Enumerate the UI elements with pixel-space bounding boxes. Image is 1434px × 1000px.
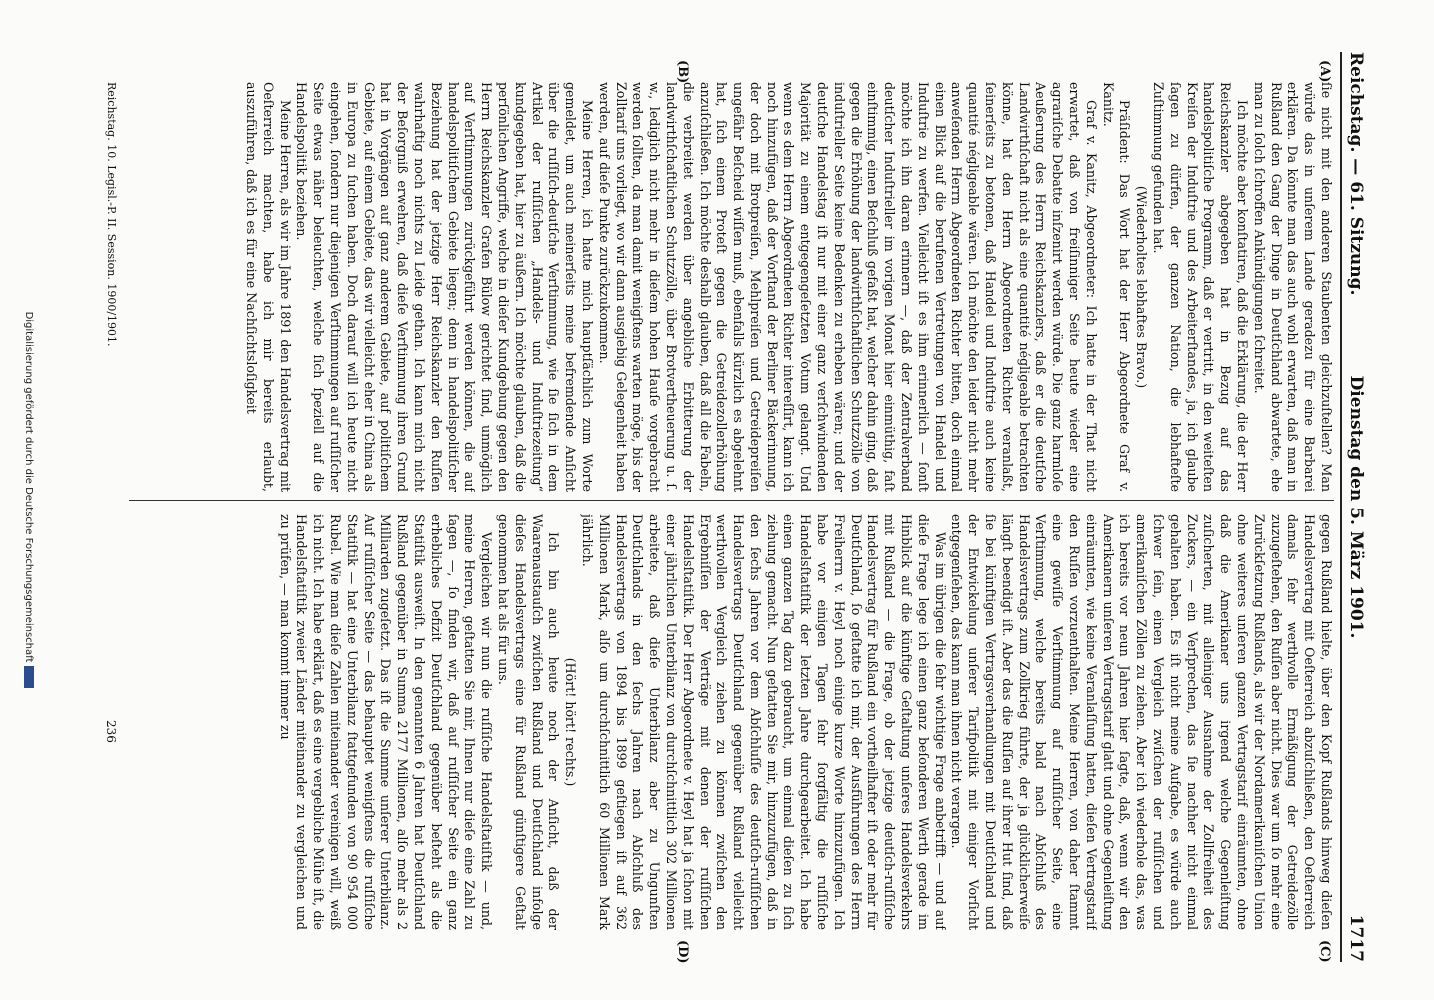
- paragraph: Vergleichen wir nun die ruſſiſche Handelsſtatiſtik — und, meine Herren, geſtatten Sie mir, Ihnen nur dieſe eine Zahl zu ſagen —, ſo finden wir, daß auf ruſſiſcher Seite ein ganz erhebliches Defizit Deutſchland gegenüber beſteht als die Statiſtik ausweiſt. In den genannten 6 Jahren hat Deutſchland Rußland gegenüber in Summa 2177 Millionen, alſo mehr als 2 Milliarden zugeſetzt. Das iſt die Summe unſerer Unterbilanz. Auf ruſſiſcher Seite — das behauptet wenigſtens die ruſſiſche Statiſtik — hat eine Unterbilanz ſtattgefunden von 90 954 000 Rubel. Wie man dieſe Zahlen miteinander vereinigen will, weiß ich nicht. Ich habe erklärt, daß es eine vergebliche Mühe iſt, die Handelsſtatiſtik zweier Länder miteinander zu vergleichen und zu prüfen, — man kommt immer zu: [277, 514, 495, 930]
- right-column: [124, 514, 1334, 930]
- margin-marker-c: (C): [1317, 940, 1332, 963]
- paragraph: gegen Rußland hielte, über den Kopf Rußlands hinweg dieſen Handelsvertrag mit Oeſterreich abzuſchließen, den Oeſterreich damals ſehr werthvolle Ermäßigung der Getreidezölle zuzugeſtehen, den Ruſſen aber nicht. Dies war um ſo mehr eine Zurückſetzung Rußlands, als wir der Nordamerikaniſchen Union ohne weiteres unſeren ganzen Vertragstarif einräumten, ohne daß die Amerikaner uns irgend welche Gegenleiſtung zuſicherten, mit alleiniger Ausnahme der Zollfreiheit des Zuckers, — ein Verſprechen, das ſie nachher nicht einmal gehalten haben. Es iſt nicht meine Aufgabe, es würde auch ſchwer ſein, einen Vergleich zwiſchen der ruſſiſchen und amerikaniſchen Zöllen zu ziehen. Aber ich wiederhole das, was ich bereits vor neun Jahren hier ſagte, daß, wenn wir den Amerikanern unſeren Vertragstarif glatt und ohne Gegenleiſtung einräumten, wie keine Veranlaſſung hatten, dieſen Vertragstarif den Ruſſen vorzuenthalten. Meine Herren, von daher ſtammt eine gewiſſe Verſtimmung auf ruſſiſcher Seite, eine Verſtimmung, welche bereits bald nach Abſchluß des Handelsvertrags zum Zollkrieg führte, der ja glücklicherweiſe längſt beendigt iſt. Aber das die Ruſſen auf ihrer Hut ſind, daß ſie bei künftigen Vertragsverhandlungen mit Deutſchland und der Entwickelung unſerer Tarifpolitik mit einiger Vorſicht entgegenſehen, das kann man ihnen nicht verargen.: [949, 514, 1334, 930]
- paragraph: ſie nicht mit den anderen Staubenten gleichzuſtellen? Man würde das in unſerem Lande geradezu für eine Barbarei erklären. Da könnte man das auch wohl erwarten, daß man in Rußland den Gang der Dinge in Deutſchland abwartete, ehe man zu ſolch ſchroffen Ankündigungen ſchreitet.: [1251, 82, 1334, 492]
- header-date: Dienstag den 5. März 1901.: [1346, 375, 1366, 639]
- header-page-number: 1717: [1346, 914, 1366, 962]
- left-column: [124, 82, 1334, 492]
- column-divider: [129, 500, 1334, 501]
- dfg-logo-icon: [24, 666, 34, 688]
- page-header: [1340, 52, 1368, 962]
- credit-text: Digitalisierung gefördert durch die Deutsche Forschungsgemeinschaft: [23, 311, 34, 663]
- paragraph: Präſident: Das Wort hat der Herr Abgeordnete Graf v. Kanitz.: [1100, 82, 1133, 492]
- stage-direction: (Hört! hört! rechts.): [563, 657, 579, 787]
- footer-sheet-number: 236: [104, 720, 118, 743]
- digitization-credit: [23, 18, 34, 982]
- footer-legislature: Reichstag. 10. Legisl.-P. II. Session. 1900/1901.: [105, 82, 118, 347]
- margin-marker-b: (B): [675, 60, 690, 84]
- paragraph: Meine Herren, ich hatte mich hauptſächlich zum Worte gemeldet, um auch meinerſeits meine befremdende Anſicht über die ruſſiſch-deutſche Verſtimmung, wie ſie ſich in dem Artikel der ruſſiſchen „Handels- und Induſtriezeitung“ kundgegeben hat, hier zu äußern. Ich möchte glauben, daß die perſönlichen Angriffe, welche in dieſer Kundgebung gegen den Herrn Reichskanzler Grafen Bülow gerichtet ſind, unmöglich auf Verſtimmungen zurückgeführt werden können, die auf handelspolitiſchem Gebiete liegen; denn in handelspolitiſcher Beziehung hat der jetzige Herr Reichskanzler den Ruſſen wahrhaftig noch nichts zu Leide gethan. Ich kann mich nicht der Beſorgniß erwehren, daß dieſe Verſtimmung ihren Grund hat in Vorgängen auf ganz anderem Gebiete, auf politiſchem Gebiete, auf einem Gebiete, das wir vielleicht eher in China als in Europa zu ſuchen haben. Doch darauf will ich heute nicht eingehen, ſondern nur diejenigen Verſtimmungen auf ruſſiſcher Seite etwas näher beleuchten, welche ſich ſpeziell auf die Handelspolitik beziehen.: [294, 82, 595, 492]
- paragraph: Was im übrigen die ſehr wichtige Frage anbetrifft — und auf dieſe Frage lege ich einen ganz beſonderen Werth gerade im Hinblick auf die künftige Geſtaltung unſeres Handelsverkehrs mit Rußland — die Frage, ob der jetzige deutſch-ruſſiſche Handelsvertrag für Rußland ein vortheilhafter iſt oder mehr für Deutſchland, ſo geſtatte ich mir, der Ausführungen des Herrn Freiherrn v. Heyl noch einige kurze Worte hinzuzufügen. Ich habe vor einigen Tagen ſehr ſorgfältig die ruſſiſche Handelsſtatiſtik der letzten Jahre durchgearbeitet. Ich habe einen ganzen Tag dazu gebraucht, um einmal dieſen zu ſich ziehung gemacht. Nun geſtatten Sie mir, hinzuzufügen, daß in den ſechs Jahren vor dem Abſchluſſe des deutſch-ruſſiſchen Handelsvertrags Deutſchland gegenüber Rußland vielleicht werthvollen Vergleich ziehen zu können zwiſchen den Ergebniſſen der Verträge mit denen der ruſſiſchen Handelsſtatiſtik. Der Herr Abgeordnete v. Heyl hat ja ſchon mit einer jährlichen Unterbilanz von durchſchnittlich 302 Millionen arbeitete, daß dieſe Unterbilanz aber zu Ungunſten Deutſchlands in den ſechs Jahren nach Abſchluß des Handelsvertrags von 1894 bis 1899 geſtiegen iſt auf 362 Millionen Mark, alſo um durchſchnittlich 60 Millionen Mark jährlich.: [579, 514, 948, 930]
- margin-marker-a: (A): [1317, 60, 1332, 83]
- paragraph: Ich bin auch heute noch der Anſicht, daß der Waarenaustauſch zwiſchen Rußland und Deutſchland infolge dieſes Handelsvertrags eine für Rußland günſtigere Geſtalt genommen hat als für uns.: [495, 514, 562, 930]
- paragraph: Ich möchte aber konſtatiren, daß die Erklärung, die der Herr Reichskanzler abgegeben hat in Bezug auf das handelspolitiſche Programm, daß er vertritt, in den weiteſten Kreiſen der Induſtrie und des Arbeiterſtandes, ja, ich glaube ſagen zu dürfen, der ganzen Nation, die lebhafteſte Zuſtimmung gefunden hat.: [1151, 82, 1251, 492]
- stage-direction: (Wiederholtes lebhaftes Bravo.): [1134, 185, 1150, 389]
- margin-marker-d: (D): [675, 940, 690, 964]
- paragraph: Graf v. Kanitz, Abgeordneter: Ich hatte in der That nicht erwartet, daß von freiſinniger Seite heute wieder eine agrariſche Debatte inſzenirt werden würde. Die ganz harmloſe Aeußerung des Herrn Reichskanzlers, daß er die deutſche Landwirthſchaft nicht als eine quantité négligeable betrachten könne, hat den Herrn Abgeordneten Richter veranlaßt, ſeinerſeits zu betonen, daß Handel und Induſtrie auch keine quantité négligeable wären. Ich möchte den leider nicht mehr anweſenden Herrn Abgeordneten Richter bitten, doch einmal einen Blick auf die berufenen Vertretungen von Handel und Induſtrie zu werfen. Vielleicht iſt es ihm erinnerlich — ſonſt möchte ich ihn daran erinnern —, daß der Zentralverband deutſcher Induſtrieller im vorigen Monat hier einmüthig, faſt einſtimmig, einen Beſchluß gefaßt hat, welcher dahin ging, daß gegen die Erhöhung der landwirthſchaftlichen Schutzzölle von induſtrieller Seite keine Bedenken zu erheben wären; und der deutſche Handelstag iſt nur mit einer ganz verſchwindenden Majorität zu einem entgegengeſetzten Votum gelangt. Und wenn es dem Herrn Abgeordneten Richter intereſſirt, kann ich noch hinzufügen, daß der Vorſtand der Berliner Bäckerinnung, der doch mit Brotpreiſen, Mehlpreiſen und Getreidepreiſen ungefähr Beſcheid wiſſen muß, ebenfalls kürzlich es abgelehnt hat, ſich einem Proteſt gegen die Getreidezollerhöhung anzuſchließen. Ich möchte deshalb glauben, daß all die Fabeln, die verbreitet werden über angebliche Erbitterung der landwirthſchaftlichen Schutzzölle, über Brotvertheuerung u. ſ. w., lediglich nicht mehr in dieſem hohen Hauſe vorgebracht werden ſollten, da man damit wenigſtens warten möge, bis der Zolltarif uns vorliegt, wo wir dann ausgiebig Gelegenheit haben werden, auf dieſe Punkte zurückzukommen.: [596, 82, 1099, 492]
- paragraph: Meine Herren, als wir im Jahre 1891 den Handelsvertrag mit Oeſterreich machten, habe ich mir bereits erlaubt, auszuführen, daß ich es für eine Nachſichtsloſigkeit: [244, 82, 293, 492]
- header-session: Reichstag. — 61. Sitzung.: [1346, 52, 1366, 296]
